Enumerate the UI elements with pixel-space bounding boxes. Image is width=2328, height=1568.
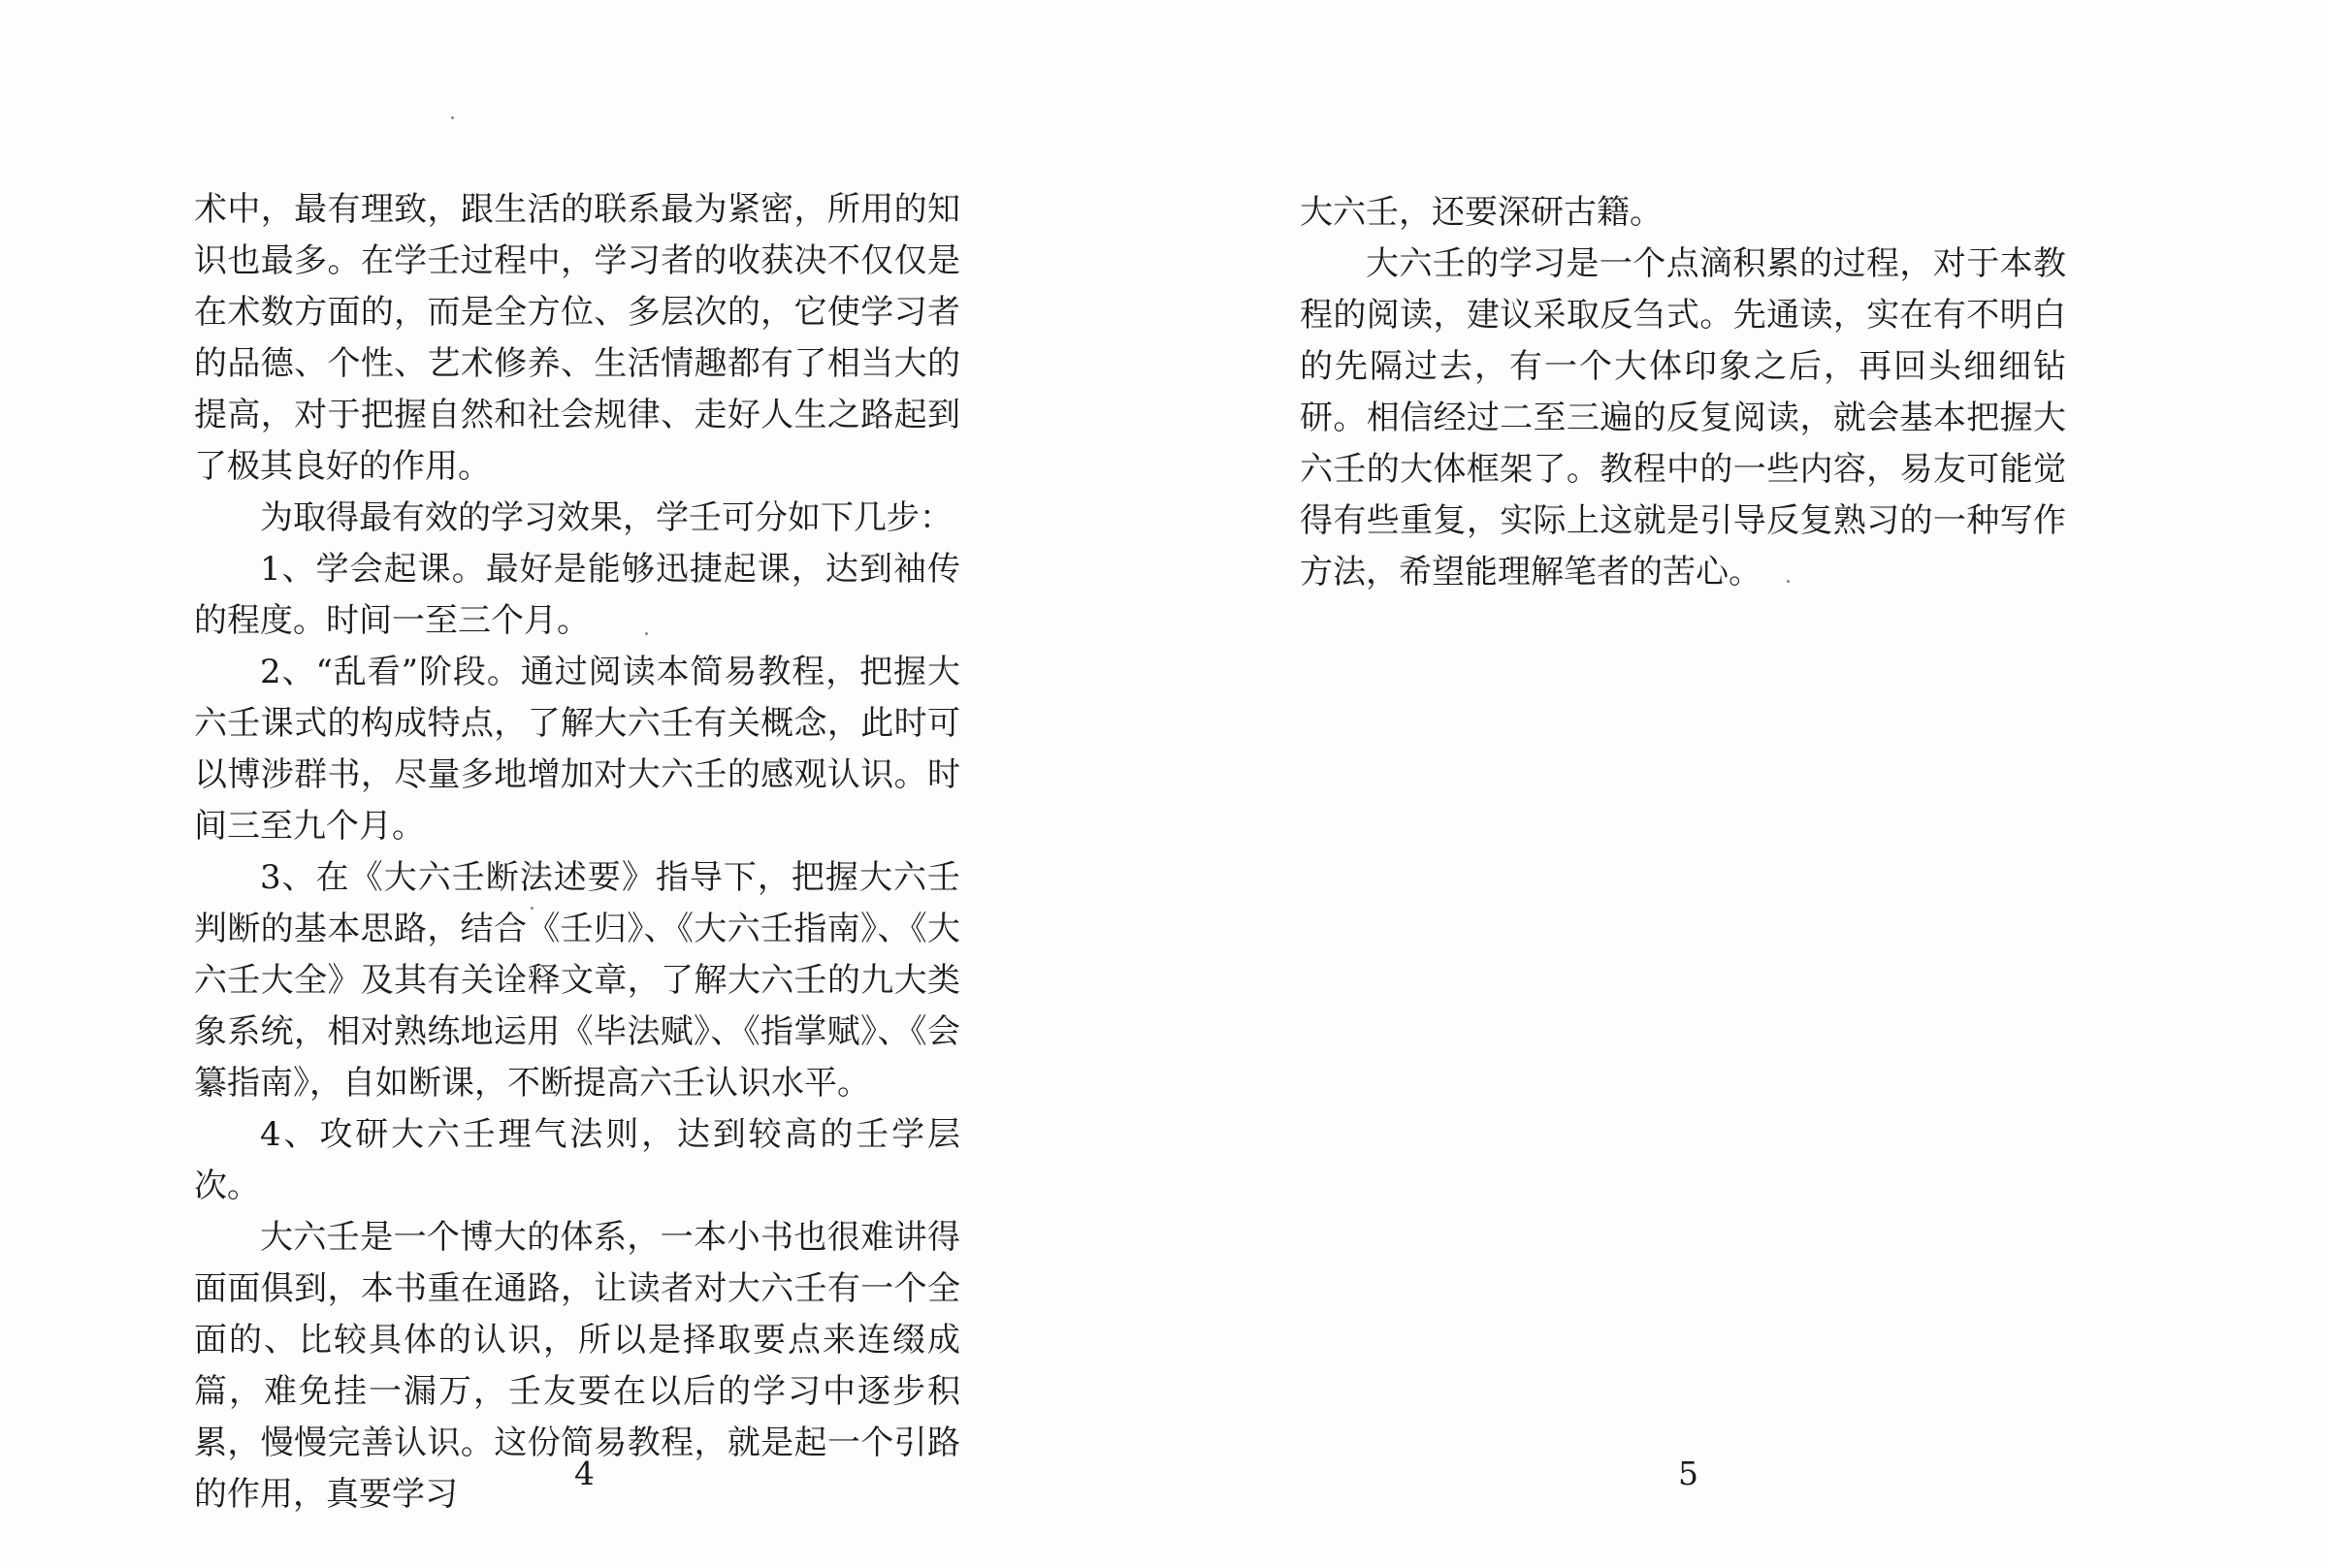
scan-speck [531, 907, 534, 910]
paragraph: 1、学会起课。最好是能够迅捷起课，达到袖传的程度。时间一至三个月。 [194, 550, 960, 640]
page-number: 5 [1678, 1455, 1698, 1492]
paragraph: 4、攻研大六壬理气法则，达到较高的壬学层次。 [194, 1115, 960, 1205]
scan-speck [451, 116, 454, 119]
paragraph: 大六壬是一个博大的体系，一本小书也很难讲得面面俱到，本书重在通路，让读者对大六壬有一个全面的、比较具体的认识，所以是择取要点来连缀成篇，难免挂一漏万，壬友要在以后的学习中逐步积累，慢慢完善认识。这份简易教程，就是起一个引路的作用，真要学习 [194, 1218, 960, 1514]
paragraph: 大六壬的学习是一个点滴积累的过程，对于本教程的阅读，建议采取反刍式。先通读，实在有不明白的先隔过去，有一个大体印象之后，再回头细细钻研。相信经过二至三遍的反复阅读，就会基本把握大六壬的大体框架了。教程中的一些内容，易友可能觉得有些重复，实际上这就是引导反复熟习的一种写作方法，希望能理解笔者的苦心。 [1300, 244, 2066, 592]
page-number: 4 [574, 1455, 595, 1492]
right-page-body [1300, 187, 2066, 598]
paragraph: 大六壬，还要深研古籍。 [1300, 193, 1663, 232]
paragraph: 术中，最有理致，跟生活的联系最为紧密，所用的知识也最多。在学壬过程中，学习者的收获决不仅仅是在术数方面的，而是全方位、多层次的，它使学习者的品德、个性、艺术修养、生活情趣都有了相当大的提高，对于把握自然和社会规律、走好人生之路起到了极其良好的作用。 [194, 190, 960, 486]
right-page [1164, 0, 2328, 1568]
left-page-body [194, 184, 960, 1520]
scan-speck [645, 632, 648, 635]
paragraph: 3、在《大六壬断法述要》指导下，把握大六壬判断的基本思路，结合《壬归》、《大六壬指南》、《大六壬大全》及其有关诠释文章，了解大六壬的九大类象系统，相对熟练地运用《毕法赋》、《指掌赋》、《会纂指南》，自如断课，不断提高六壬认识水平。 [194, 858, 960, 1103]
paragraph: 为取得最有效的学习效果，学壬可分如下几步： [260, 498, 953, 537]
paragraph: 2、“乱看”阶段。通过阅读本简易教程，把握大六壬课式的构成特点，了解大六壬有关概念，此时可以博涉群书，尽量多地增加对大六壬的感观认识。时间三至九个月。 [194, 653, 960, 846]
scan-speck [1787, 580, 1790, 583]
